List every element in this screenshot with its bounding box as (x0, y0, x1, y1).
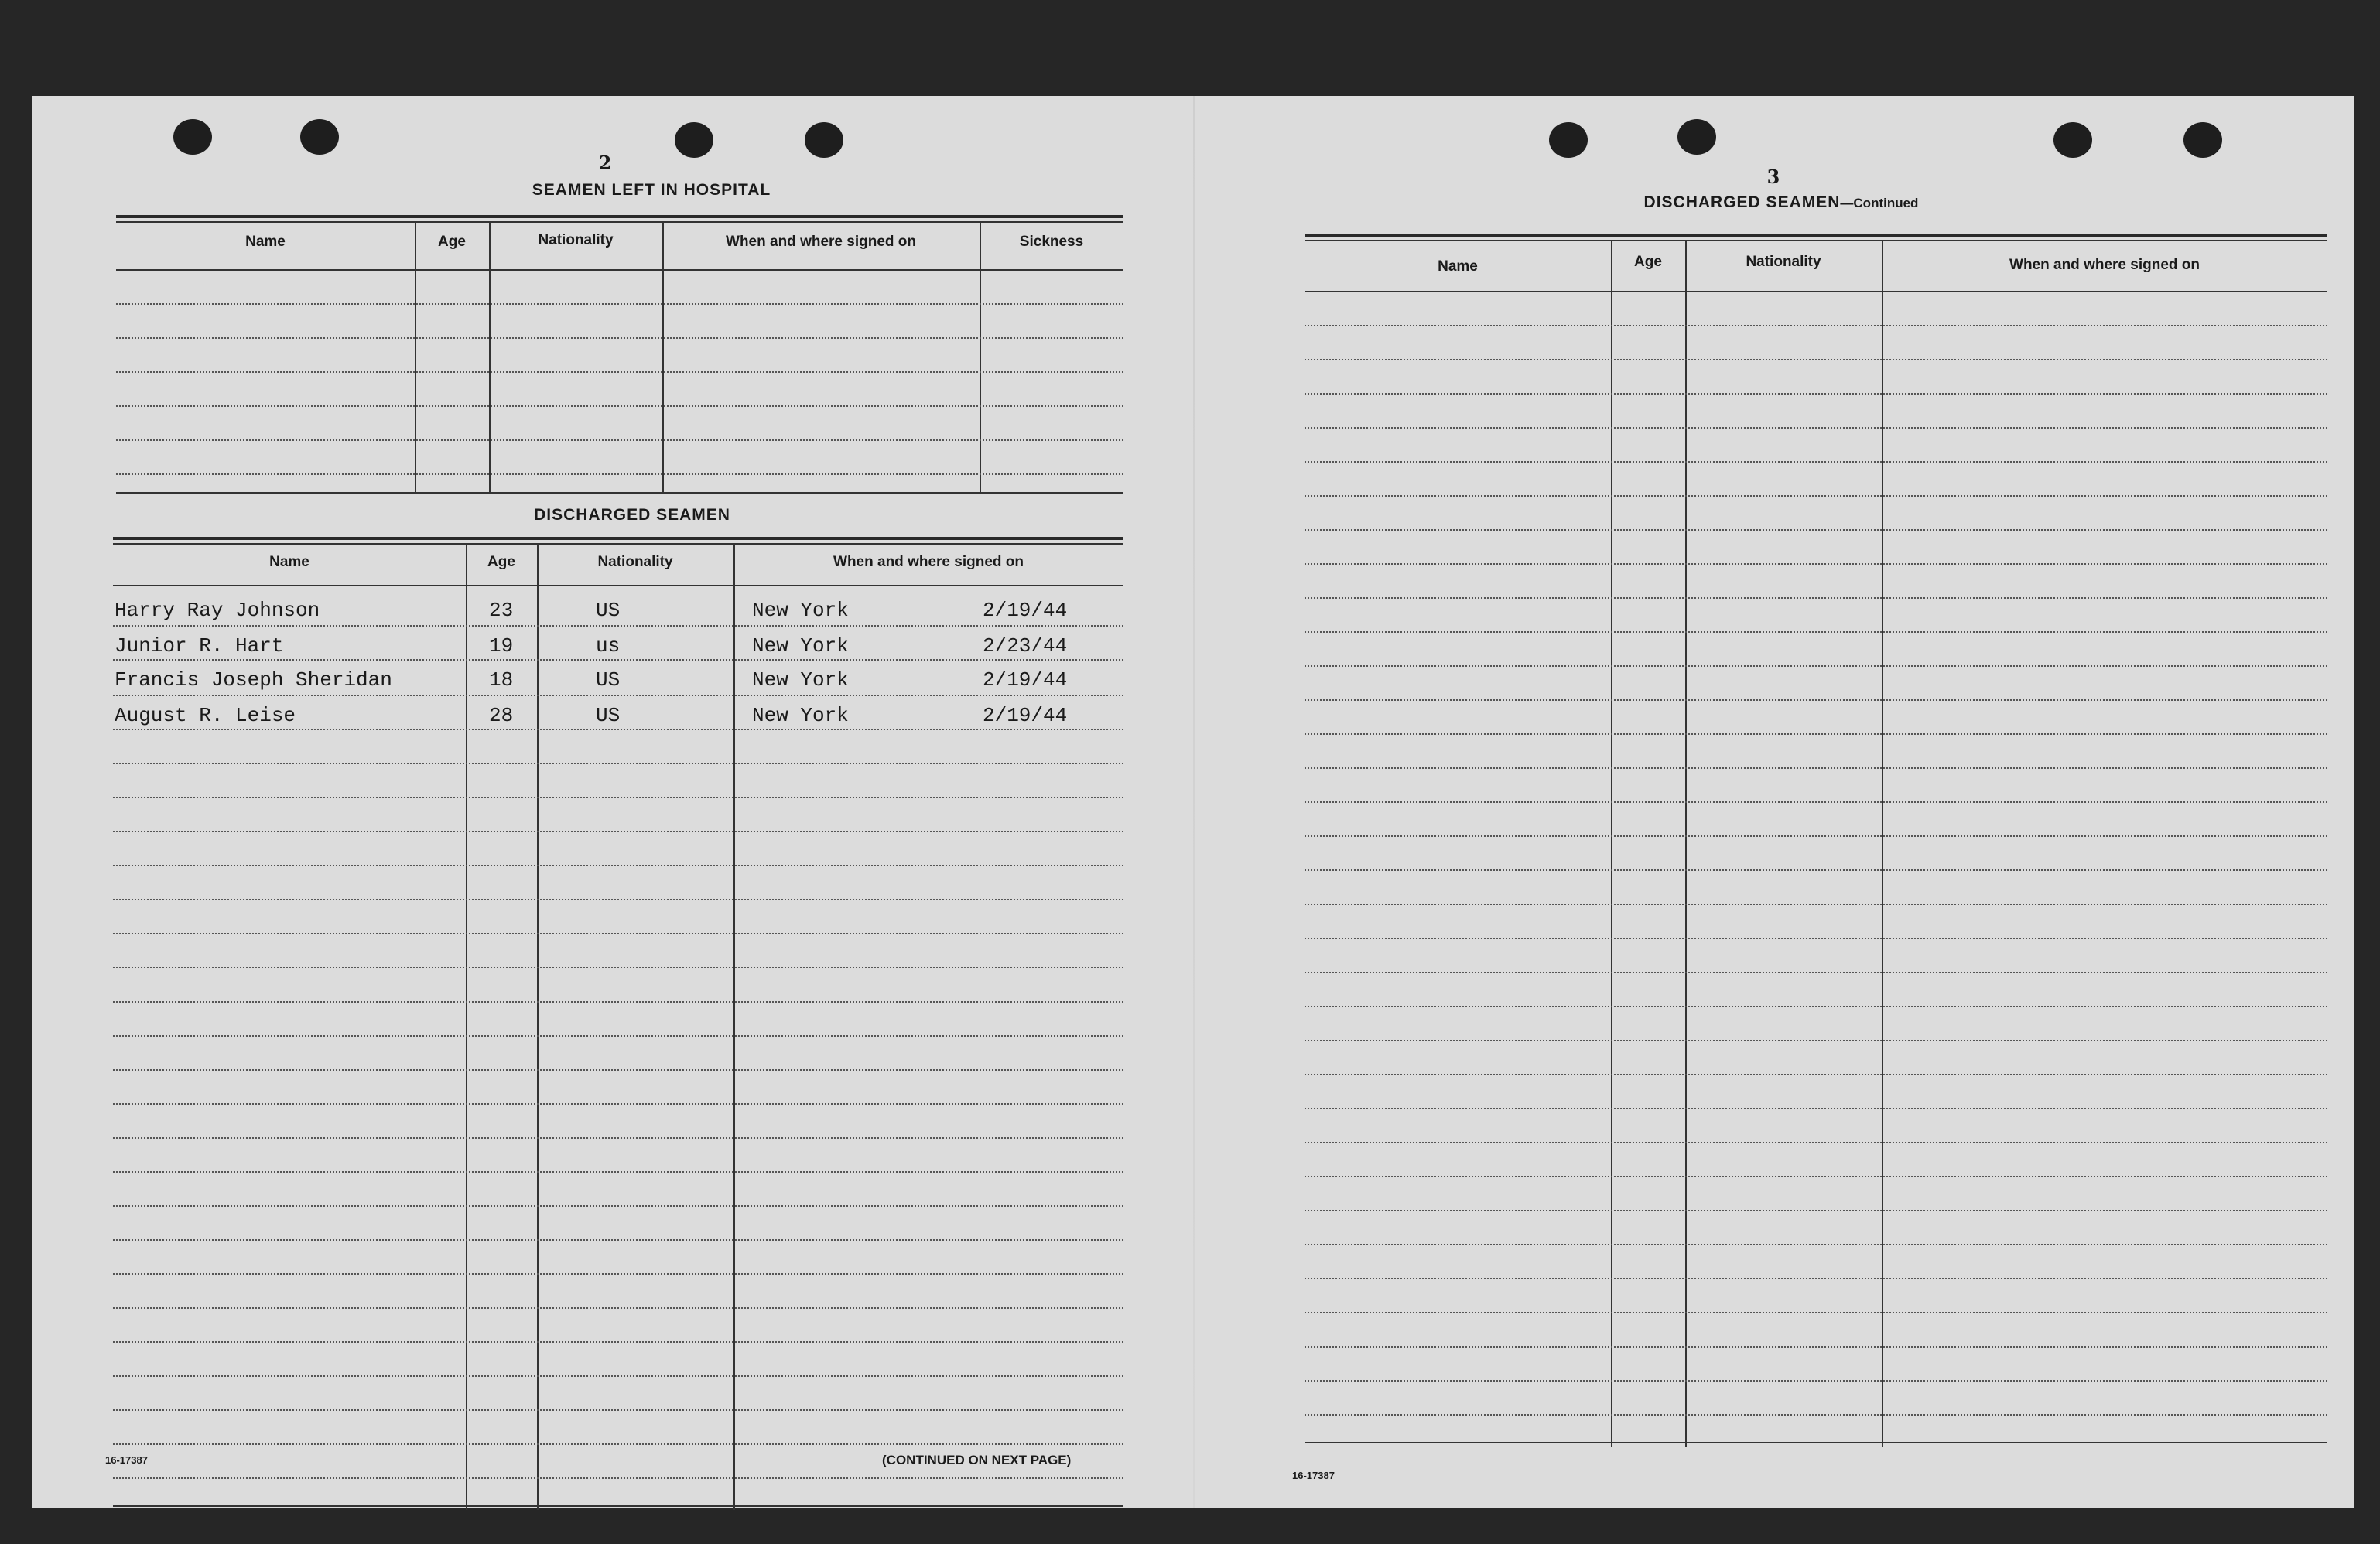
row-rule (1305, 1142, 2327, 1143)
seaman-nationality: US (596, 599, 621, 622)
row-rule (113, 1001, 1123, 1003)
form-number: 16-17387 (105, 1454, 148, 1466)
signed-on-date: 2/19/44 (983, 668, 1068, 692)
row-rule (113, 1307, 1123, 1309)
table-rule (1305, 291, 2327, 292)
row-rule (1305, 1176, 2327, 1177)
column-rule (662, 221, 664, 492)
table-rule (116, 221, 1123, 223)
row-rule (1305, 835, 2327, 837)
column-header-nationality: Nationality (538, 232, 614, 248)
column-rule (1685, 240, 1687, 1447)
seaman-age: 18 (489, 668, 514, 692)
row-rule (1305, 563, 2327, 565)
row-rule (1305, 869, 2327, 871)
seaman-nationality: us (596, 634, 621, 658)
row-rule (113, 967, 1123, 968)
column-rule (489, 221, 491, 492)
column-header-signed-on: When and where signed on (2009, 257, 2200, 273)
row-rule (113, 899, 1123, 900)
row-rule (1305, 1040, 2327, 1041)
table-rule (1305, 240, 2327, 241)
row-rule (1305, 1414, 2327, 1416)
row-rule (1305, 972, 2327, 973)
seaman-name: Harry Ray Johnson (115, 599, 320, 622)
row-rule (113, 1103, 1123, 1105)
hospital-section-title: SEAMEN LEFT IN HOSPITAL (532, 181, 771, 199)
row-rule (113, 1137, 1123, 1139)
row-rule (1305, 733, 2327, 735)
row-rule (1305, 427, 2327, 429)
row-rule (1305, 767, 2327, 769)
row-rule (116, 473, 1123, 475)
row-rule (1305, 1346, 2327, 1348)
row-rule (113, 1171, 1123, 1173)
row-rule (1305, 801, 2327, 803)
row-rule (1305, 1312, 2327, 1313)
table-rule (116, 215, 1123, 218)
column-rule (415, 221, 416, 492)
row-rule (113, 659, 1123, 661)
row-rule (1305, 1210, 2327, 1211)
page-number: 2 (598, 152, 612, 174)
column-rule (1882, 240, 1883, 1447)
table-rule (113, 1505, 1123, 1507)
signed-on-place: New York (752, 668, 849, 692)
discharged-continued-title (1549, 193, 2013, 212)
row-rule (113, 695, 1123, 696)
form-number: 16-17387 (1292, 1470, 1335, 1481)
row-rule (113, 1375, 1123, 1377)
column-header-age: Age (487, 554, 515, 570)
row-rule (116, 337, 1123, 339)
row-rule (116, 439, 1123, 441)
row-rule (1305, 1006, 2327, 1007)
column-header-signed-on: When and where signed on (726, 234, 916, 250)
left-page (32, 96, 1193, 1508)
right-page (1193, 96, 2354, 1508)
title-text: DISCHARGED SEAMEN (1643, 193, 1841, 211)
table-rule (113, 585, 1123, 586)
row-rule (113, 797, 1123, 798)
page-number: 3 (1766, 166, 1780, 188)
signed-on-place: New York (752, 599, 849, 622)
column-rule (466, 543, 467, 1510)
row-rule (116, 405, 1123, 407)
row-rule (113, 1239, 1123, 1241)
row-rule (1305, 495, 2327, 497)
column-header-nationality: Nationality (597, 554, 673, 570)
row-rule (1305, 529, 2327, 531)
table-rule (1305, 1442, 2327, 1443)
column-rule (537, 543, 539, 1510)
column-header-sickness: Sickness (1019, 234, 1084, 250)
row-rule (113, 1409, 1123, 1411)
column-header-age: Age (438, 234, 466, 250)
row-rule (1305, 699, 2327, 701)
row-rule (1305, 904, 2327, 905)
seaman-name: August R. Leise (115, 704, 296, 727)
signed-on-date: 2/19/44 (983, 599, 1068, 622)
column-rule (980, 221, 981, 492)
row-rule (113, 1477, 1123, 1479)
ledger-sheet (32, 96, 2354, 1508)
continued-note: (CONTINUED ON NEXT PAGE) (882, 1453, 1072, 1467)
seaman-age: 28 (489, 704, 514, 727)
row-rule (1305, 1380, 2327, 1382)
table-rule (116, 492, 1123, 494)
table-rule (113, 543, 1123, 545)
row-rule (113, 1273, 1123, 1275)
row-rule (1305, 1074, 2327, 1075)
row-rule (113, 831, 1123, 832)
table-rule (116, 269, 1123, 271)
row-rule (116, 371, 1123, 373)
title-suffix: —Continued (1840, 196, 1919, 210)
row-rule (1305, 393, 2327, 395)
column-header-nationality: Nationality (1746, 254, 1821, 270)
row-rule (113, 933, 1123, 934)
seaman-name: Francis Joseph Sheridan (115, 668, 392, 692)
row-rule (113, 729, 1123, 730)
table-rule (113, 537, 1123, 540)
seaman-nationality: US (596, 668, 621, 692)
row-rule (1305, 359, 2327, 360)
signed-on-date: 2/19/44 (983, 704, 1068, 727)
row-rule (113, 1205, 1123, 1207)
column-header-age: Age (1634, 254, 1662, 270)
row-rule (1305, 597, 2327, 599)
seaman-name: Junior R. Hart (115, 634, 284, 658)
row-rule (113, 865, 1123, 866)
row-rule (113, 1069, 1123, 1071)
table-rule (1305, 234, 2327, 237)
row-rule (1305, 1244, 2327, 1245)
column-header-name: Name (245, 234, 286, 250)
column-header-name: Name (269, 554, 309, 570)
discharged-section-title: DISCHARGED SEAMEN (534, 506, 730, 524)
row-rule (1305, 325, 2327, 326)
row-rule (113, 763, 1123, 764)
column-rule (1611, 240, 1612, 1447)
column-rule (733, 543, 735, 1510)
signed-on-place: New York (752, 704, 849, 727)
row-rule (1305, 665, 2327, 667)
signed-on-place: New York (752, 634, 849, 658)
row-rule (113, 625, 1123, 627)
row-rule (113, 1035, 1123, 1037)
seaman-nationality: US (596, 704, 621, 727)
row-rule (116, 303, 1123, 305)
seaman-age: 19 (489, 634, 514, 658)
seaman-age: 23 (489, 599, 514, 622)
row-rule (1305, 938, 2327, 939)
row-rule (1305, 1108, 2327, 1109)
row-rule (1305, 631, 2327, 633)
row-rule (113, 1341, 1123, 1343)
row-rule (1305, 461, 2327, 463)
column-header-name: Name (1438, 258, 1478, 275)
column-header-signed-on: When and where signed on (833, 554, 1024, 570)
row-rule (1305, 1278, 2327, 1279)
signed-on-date: 2/23/44 (983, 634, 1068, 658)
row-rule (113, 1443, 1123, 1445)
